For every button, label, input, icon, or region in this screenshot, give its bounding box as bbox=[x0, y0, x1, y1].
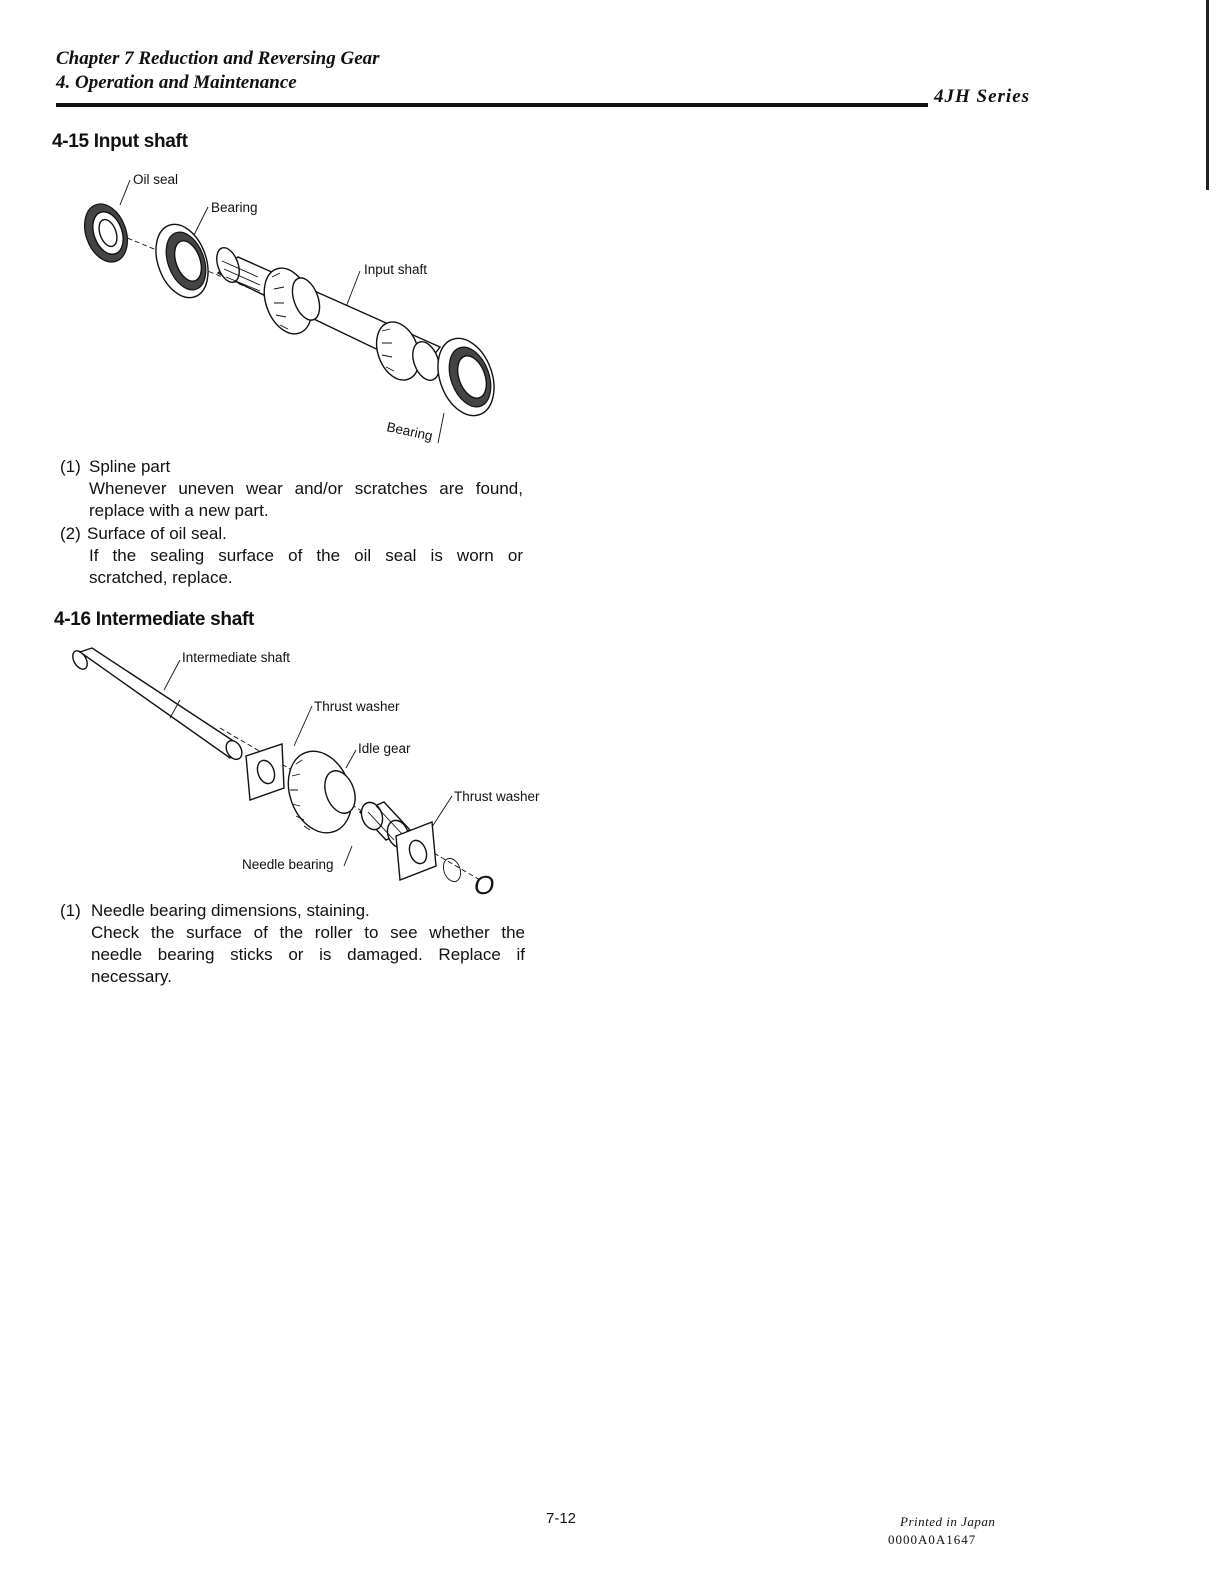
o-mark-label: O bbox=[474, 870, 495, 900]
oil-seal-leader bbox=[120, 180, 130, 205]
thrust-washer2-label: Thrust washer bbox=[454, 789, 540, 804]
item-text: Check the surface of the roller to see whether the bbox=[91, 923, 525, 942]
bearing-part bbox=[146, 217, 217, 305]
item-text: scratched, replace. bbox=[89, 568, 233, 587]
header-rule bbox=[56, 103, 928, 107]
page-number: 7-12 bbox=[546, 1510, 577, 1527]
needle-bearing-leader bbox=[344, 846, 352, 866]
bearing-label: Bearing bbox=[211, 200, 258, 215]
item-text: necessary. bbox=[91, 967, 172, 986]
item-text: Whenever uneven wear and/or scratches are found, bbox=[89, 479, 523, 498]
item-heading: Surface of oil seal. bbox=[87, 524, 227, 543]
thrust-washer-leader bbox=[294, 706, 312, 746]
intermediate-shaft-heading: 4-16 Intermediate shaft bbox=[54, 609, 255, 630]
scan-edge-mark bbox=[1206, 0, 1209, 190]
item-num: (1) bbox=[60, 457, 81, 476]
intermediate-shaft-part bbox=[70, 648, 245, 762]
chapter-title: Chapter 7 Reduction and Reversing Gear bbox=[56, 48, 380, 69]
bearing-leader bbox=[194, 207, 208, 235]
intermediate-shaft-leader bbox=[164, 660, 180, 690]
snap-ring-part bbox=[440, 856, 463, 884]
bearing2-label: Bearing bbox=[385, 419, 435, 444]
bearing2-part bbox=[428, 331, 504, 424]
item-num: (2) bbox=[60, 524, 81, 543]
thrust-washer-label: Thrust washer bbox=[314, 699, 400, 714]
idle-gear-part bbox=[277, 742, 362, 841]
intermediate-shaft-label: Intermediate shaft bbox=[182, 650, 291, 665]
series-label: 4JH Series bbox=[934, 86, 1031, 107]
oil-seal-label: Oil seal bbox=[133, 172, 179, 187]
oil-seal-part bbox=[77, 198, 135, 268]
thrust-washer-part bbox=[246, 744, 284, 800]
item-text: needle bearing sticks or is damaged. Replace if bbox=[91, 945, 525, 964]
section-title: 4. Operation and Maintenance bbox=[56, 72, 297, 93]
item-text: If the sealing surface of the oil seal is worn or bbox=[89, 546, 523, 565]
bearing2-leader bbox=[438, 413, 444, 443]
input-shaft-label: Input shaft bbox=[364, 262, 428, 277]
item-heading: Needle bearing dimensions, staining. bbox=[91, 901, 370, 920]
item-heading: Spline part bbox=[89, 457, 171, 476]
idle-gear-leader bbox=[346, 750, 356, 768]
input-shaft-diagram bbox=[60, 165, 560, 465]
document-code: 0000A0A1647 bbox=[888, 1532, 977, 1547]
idle-gear-label: Idle gear bbox=[358, 741, 411, 756]
needle-bearing-label: Needle bearing bbox=[242, 857, 334, 872]
thrust-washer2-leader bbox=[430, 796, 452, 830]
printed-in-japan: Printed in Japan bbox=[900, 1514, 996, 1529]
item-text: replace with a new part. bbox=[89, 501, 269, 520]
item-num: (1) bbox=[60, 901, 81, 920]
intermediate-shaft-diagram bbox=[60, 640, 580, 905]
input-shaft-leader bbox=[346, 271, 360, 307]
input-shaft-heading: 4-15 Input shaft bbox=[52, 131, 188, 152]
